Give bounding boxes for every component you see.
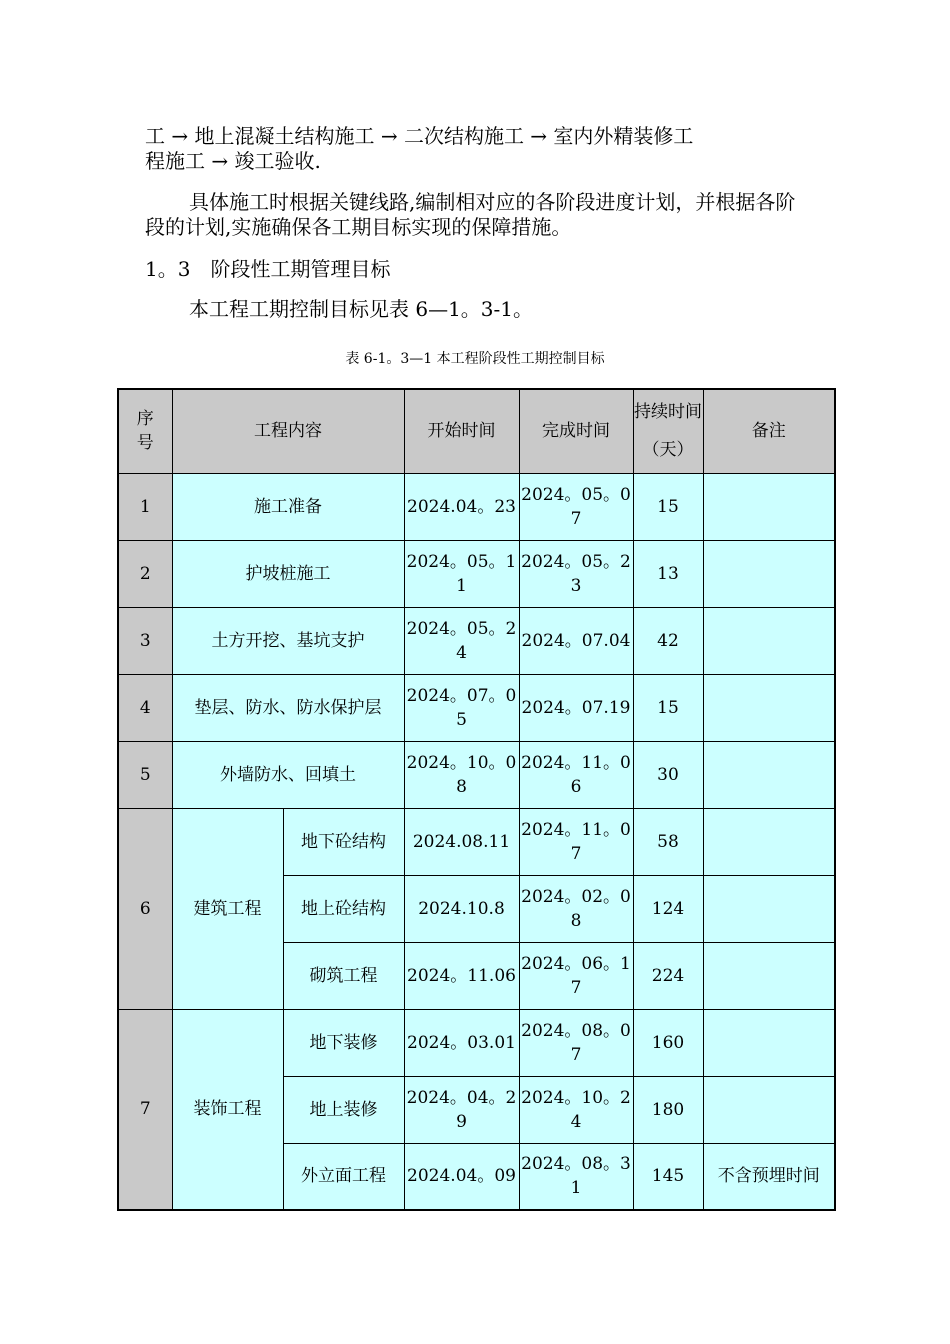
row-end: 2024。06。17 <box>519 942 633 1009</box>
table-row <box>118 473 835 540</box>
row-remark <box>703 875 835 942</box>
row-content: 地上砼结构 <box>283 875 404 942</box>
row-remark <box>703 808 835 875</box>
header-seq: 序号 <box>118 389 172 473</box>
flow-paragraph <box>145 124 810 174</box>
row-content: 土方开挖、基坑支护 <box>172 607 404 674</box>
row-end: 2024。10。24 <box>519 1076 633 1143</box>
header-end: 完成时间 <box>519 389 633 473</box>
row-start: 2024。05。11 <box>404 540 519 607</box>
table-row <box>118 540 835 607</box>
row-remark <box>703 473 835 540</box>
group-seq: 7 <box>118 1009 172 1210</box>
row-start: 2024。11.06 <box>404 942 519 1009</box>
table-row <box>118 741 835 808</box>
row-start: 2024。03.01 <box>404 1009 519 1076</box>
row-start: 2024.04。09 <box>404 1143 519 1210</box>
group-seq: 6 <box>118 808 172 1009</box>
row-duration: 13 <box>633 540 703 607</box>
row-content: 施工准备 <box>172 473 404 540</box>
row-start: 2024。07。05 <box>404 674 519 741</box>
row-content: 垫层、防水、防水保护层 <box>172 674 404 741</box>
table-header-row <box>118 389 835 473</box>
row-duration: 15 <box>633 674 703 741</box>
row-start: 2024。04。29 <box>404 1076 519 1143</box>
section-heading: 1。3 阶段性工期管理目标 <box>145 257 391 281</box>
header-start: 开始时间 <box>404 389 519 473</box>
table-reference-paragraph: 本工程工期控制目标见表 6—1。3-1。 <box>189 297 534 321</box>
row-content: 外立面工程 <box>283 1143 404 1210</box>
row-duration: 124 <box>633 875 703 942</box>
row-start: 2024.10.8 <box>404 875 519 942</box>
row-remark <box>703 1076 835 1143</box>
row-duration: 42 <box>633 607 703 674</box>
row-content: 地下装修 <box>283 1009 404 1076</box>
row-remark <box>703 540 835 607</box>
plan-paragraph: 具体施工时根据关键线路,编制相对应的各阶段进度计划，并根据各阶段的计划,实施确保各工期目标实现的保障措施。 <box>145 190 796 239</box>
flow-line-2: 程施工 → 竣工验收. <box>145 149 321 173</box>
table-row <box>118 808 835 875</box>
row-start: 2024.08.11 <box>404 808 519 875</box>
row-remark: 不含预埋时间 <box>703 1143 835 1210</box>
row-end: 2024。02。08 <box>519 875 633 942</box>
row-duration: 15 <box>633 473 703 540</box>
row-duration: 160 <box>633 1009 703 1076</box>
row-start: 2024。10。08 <box>404 741 519 808</box>
row-end: 2024。08。31 <box>519 1143 633 1210</box>
row-content: 地上装修 <box>283 1076 404 1143</box>
row-end: 2024。05。07 <box>519 473 633 540</box>
row-start: 2024.04。23 <box>404 473 519 540</box>
row-content: 砌筑工程 <box>283 942 404 1009</box>
row-seq: 5 <box>118 741 172 808</box>
row-seq: 1 <box>118 473 172 540</box>
schedule-table <box>117 388 836 1211</box>
row-start: 2024。05。24 <box>404 607 519 674</box>
table-row <box>118 674 835 741</box>
row-duration: 224 <box>633 942 703 1009</box>
row-content: 护坡桩施工 <box>172 540 404 607</box>
row-duration: 180 <box>633 1076 703 1143</box>
header-content: 工程内容 <box>172 389 404 473</box>
row-duration: 58 <box>633 808 703 875</box>
row-remark <box>703 741 835 808</box>
header-duration: 持续时间（天） <box>633 389 703 473</box>
row-remark <box>703 607 835 674</box>
row-remark <box>703 674 835 741</box>
group-name: 建筑工程 <box>172 808 283 1009</box>
row-end: 2024。11。06 <box>519 741 633 808</box>
row-content: 地下砼结构 <box>283 808 404 875</box>
table-row <box>118 1009 835 1076</box>
header-remark: 备注 <box>703 389 835 473</box>
row-end: 2024。07.19 <box>519 674 633 741</box>
flow-line-1: 工 → 地上混凝土结构施工 → 二次结构施工 → 室内外精装修工 <box>145 124 694 148</box>
row-end: 2024。05。23 <box>519 540 633 607</box>
row-content: 外墙防水、回填土 <box>172 741 404 808</box>
row-duration: 145 <box>633 1143 703 1210</box>
row-seq: 2 <box>118 540 172 607</box>
row-seq: 3 <box>118 607 172 674</box>
table-caption: 表 6-1。3—1 本工程阶段性工期控制目标 <box>345 351 605 367</box>
row-seq: 4 <box>118 674 172 741</box>
group-name: 装饰工程 <box>172 1009 283 1210</box>
row-end: 2024。07.04 <box>519 607 633 674</box>
table-row <box>118 607 835 674</box>
row-remark <box>703 1009 835 1076</box>
row-end: 2024。08。07 <box>519 1009 633 1076</box>
row-remark <box>703 942 835 1009</box>
row-duration: 30 <box>633 741 703 808</box>
row-end: 2024。11。07 <box>519 808 633 875</box>
